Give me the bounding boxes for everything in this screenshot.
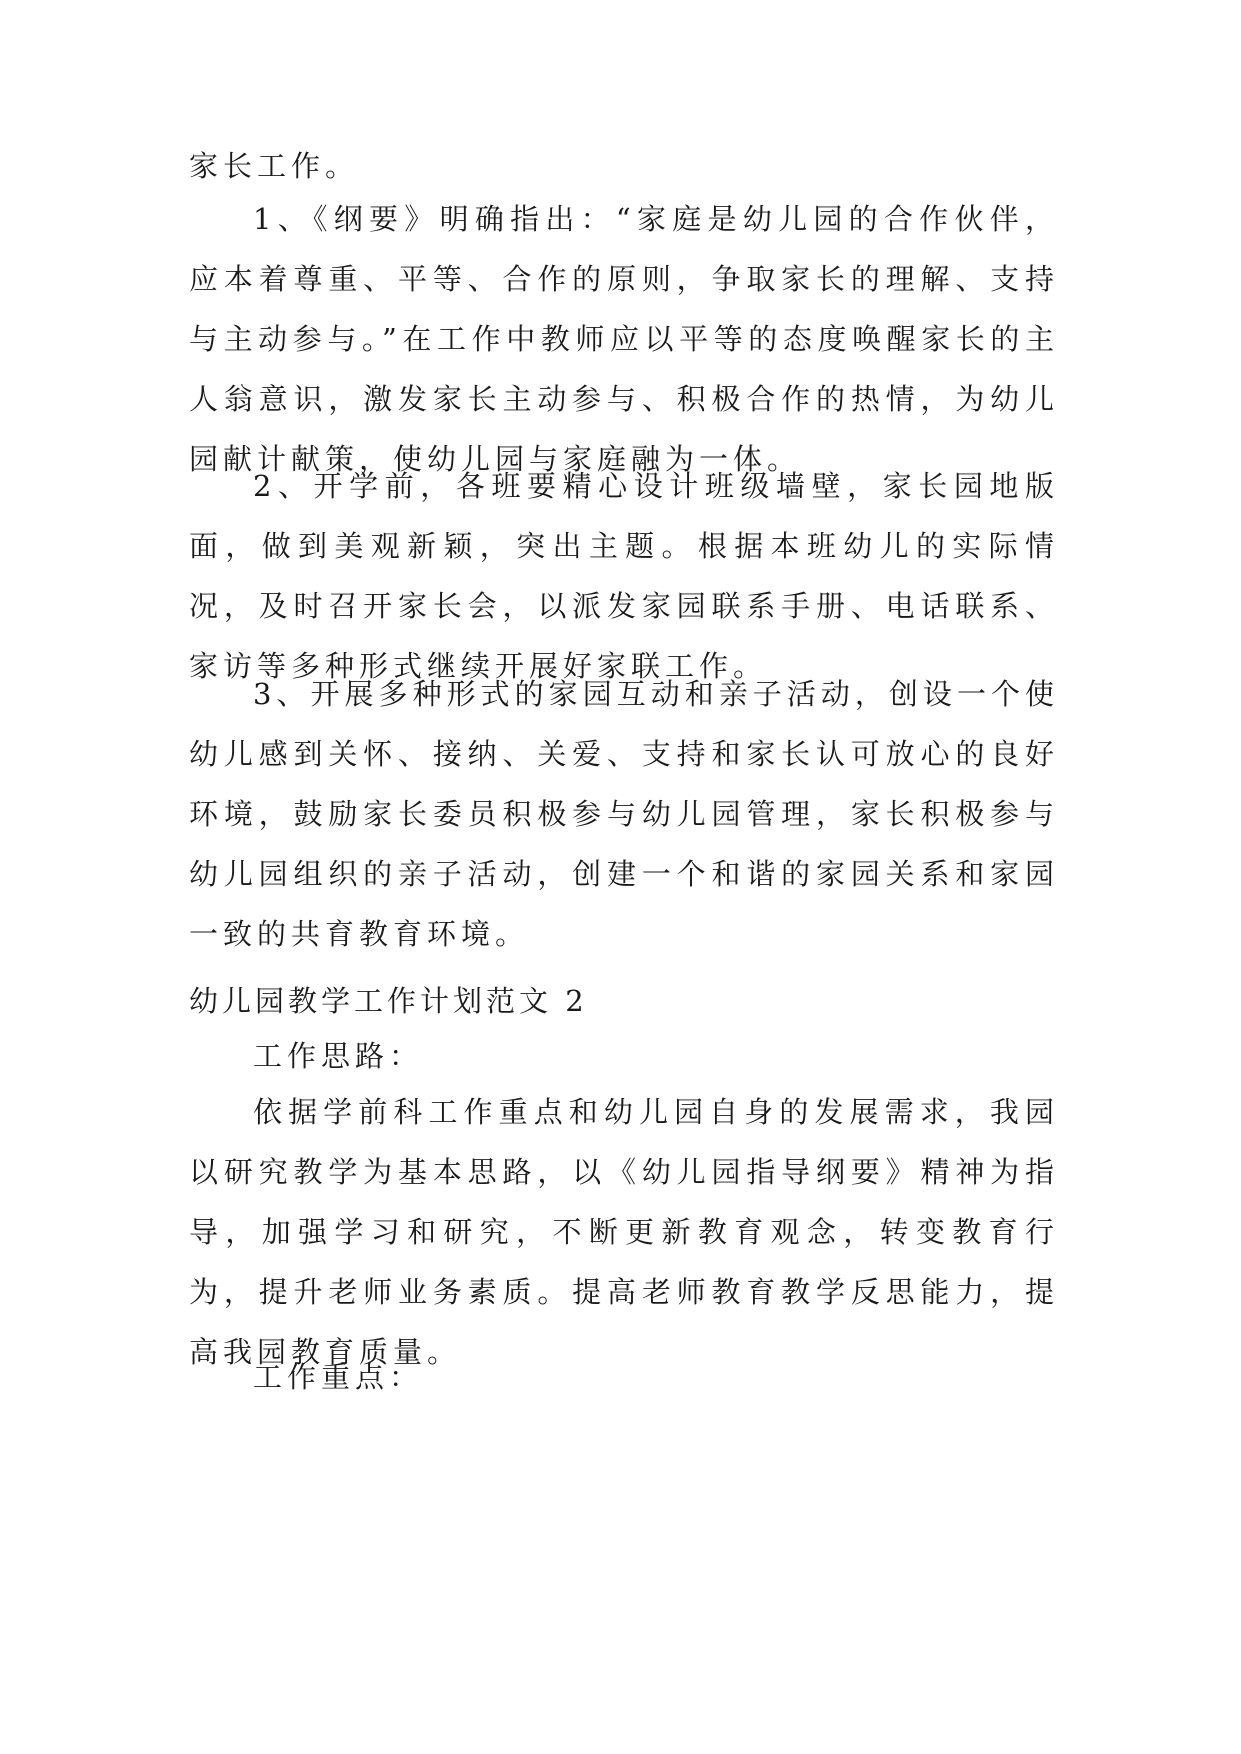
work-focus-label: 工作重点：: [253, 1360, 424, 1394]
work-thinking-label: 工作思路：: [253, 1039, 424, 1073]
section-title: 幼儿园教学工作计划范文 2: [189, 984, 588, 1018]
paragraph-3: 3、开展多种形式的家园互动和亲子活动，创设一个使幼儿感到关怀、接纳、关爱、支持和家长认可放心的良好环境，鼓励家长委员积极参与幼儿园管理，家长积极参与幼儿园组织的亲子活动，创建一个和谐的家园关系和家园一致的共育教育环境。: [189, 677, 1059, 951]
continuation-text: 家长工作。: [189, 149, 360, 183]
paragraph-2: 2、开学前，各班要精心设计班级墙壁，家长园地版面，做到美观新颖，突出主题。根据本班幼儿的实际情况，及时召开家长会，以派发家园联系手册、电话联系、家访等多种形式继续开展好家联工作。: [189, 469, 1059, 683]
paragraph-1: 1、《纲要》明确指出：“家庭是幼儿园的合作伙伴，应本着尊重、平等、合作的原则，争取家长的理解、支持与主动参与。”在工作中教师应以平等的态度唤醒家长的主人翁意识，激发家长主动参与、积极合作的热情，为幼儿园献计献策，使幼儿园与家庭融为一体。: [189, 202, 1059, 476]
work-thinking-paragraph: 依据学前科工作重点和幼儿园自身的发展需求，我园以研究教学为基本思路，以《幼儿园指导纲要》精神为指导，加强学习和研究，不断更新教育观念，转变教育行为，提升老师业务素质。提高老师教育教学反思能力，提高我园教育质量。: [189, 1095, 1059, 1369]
